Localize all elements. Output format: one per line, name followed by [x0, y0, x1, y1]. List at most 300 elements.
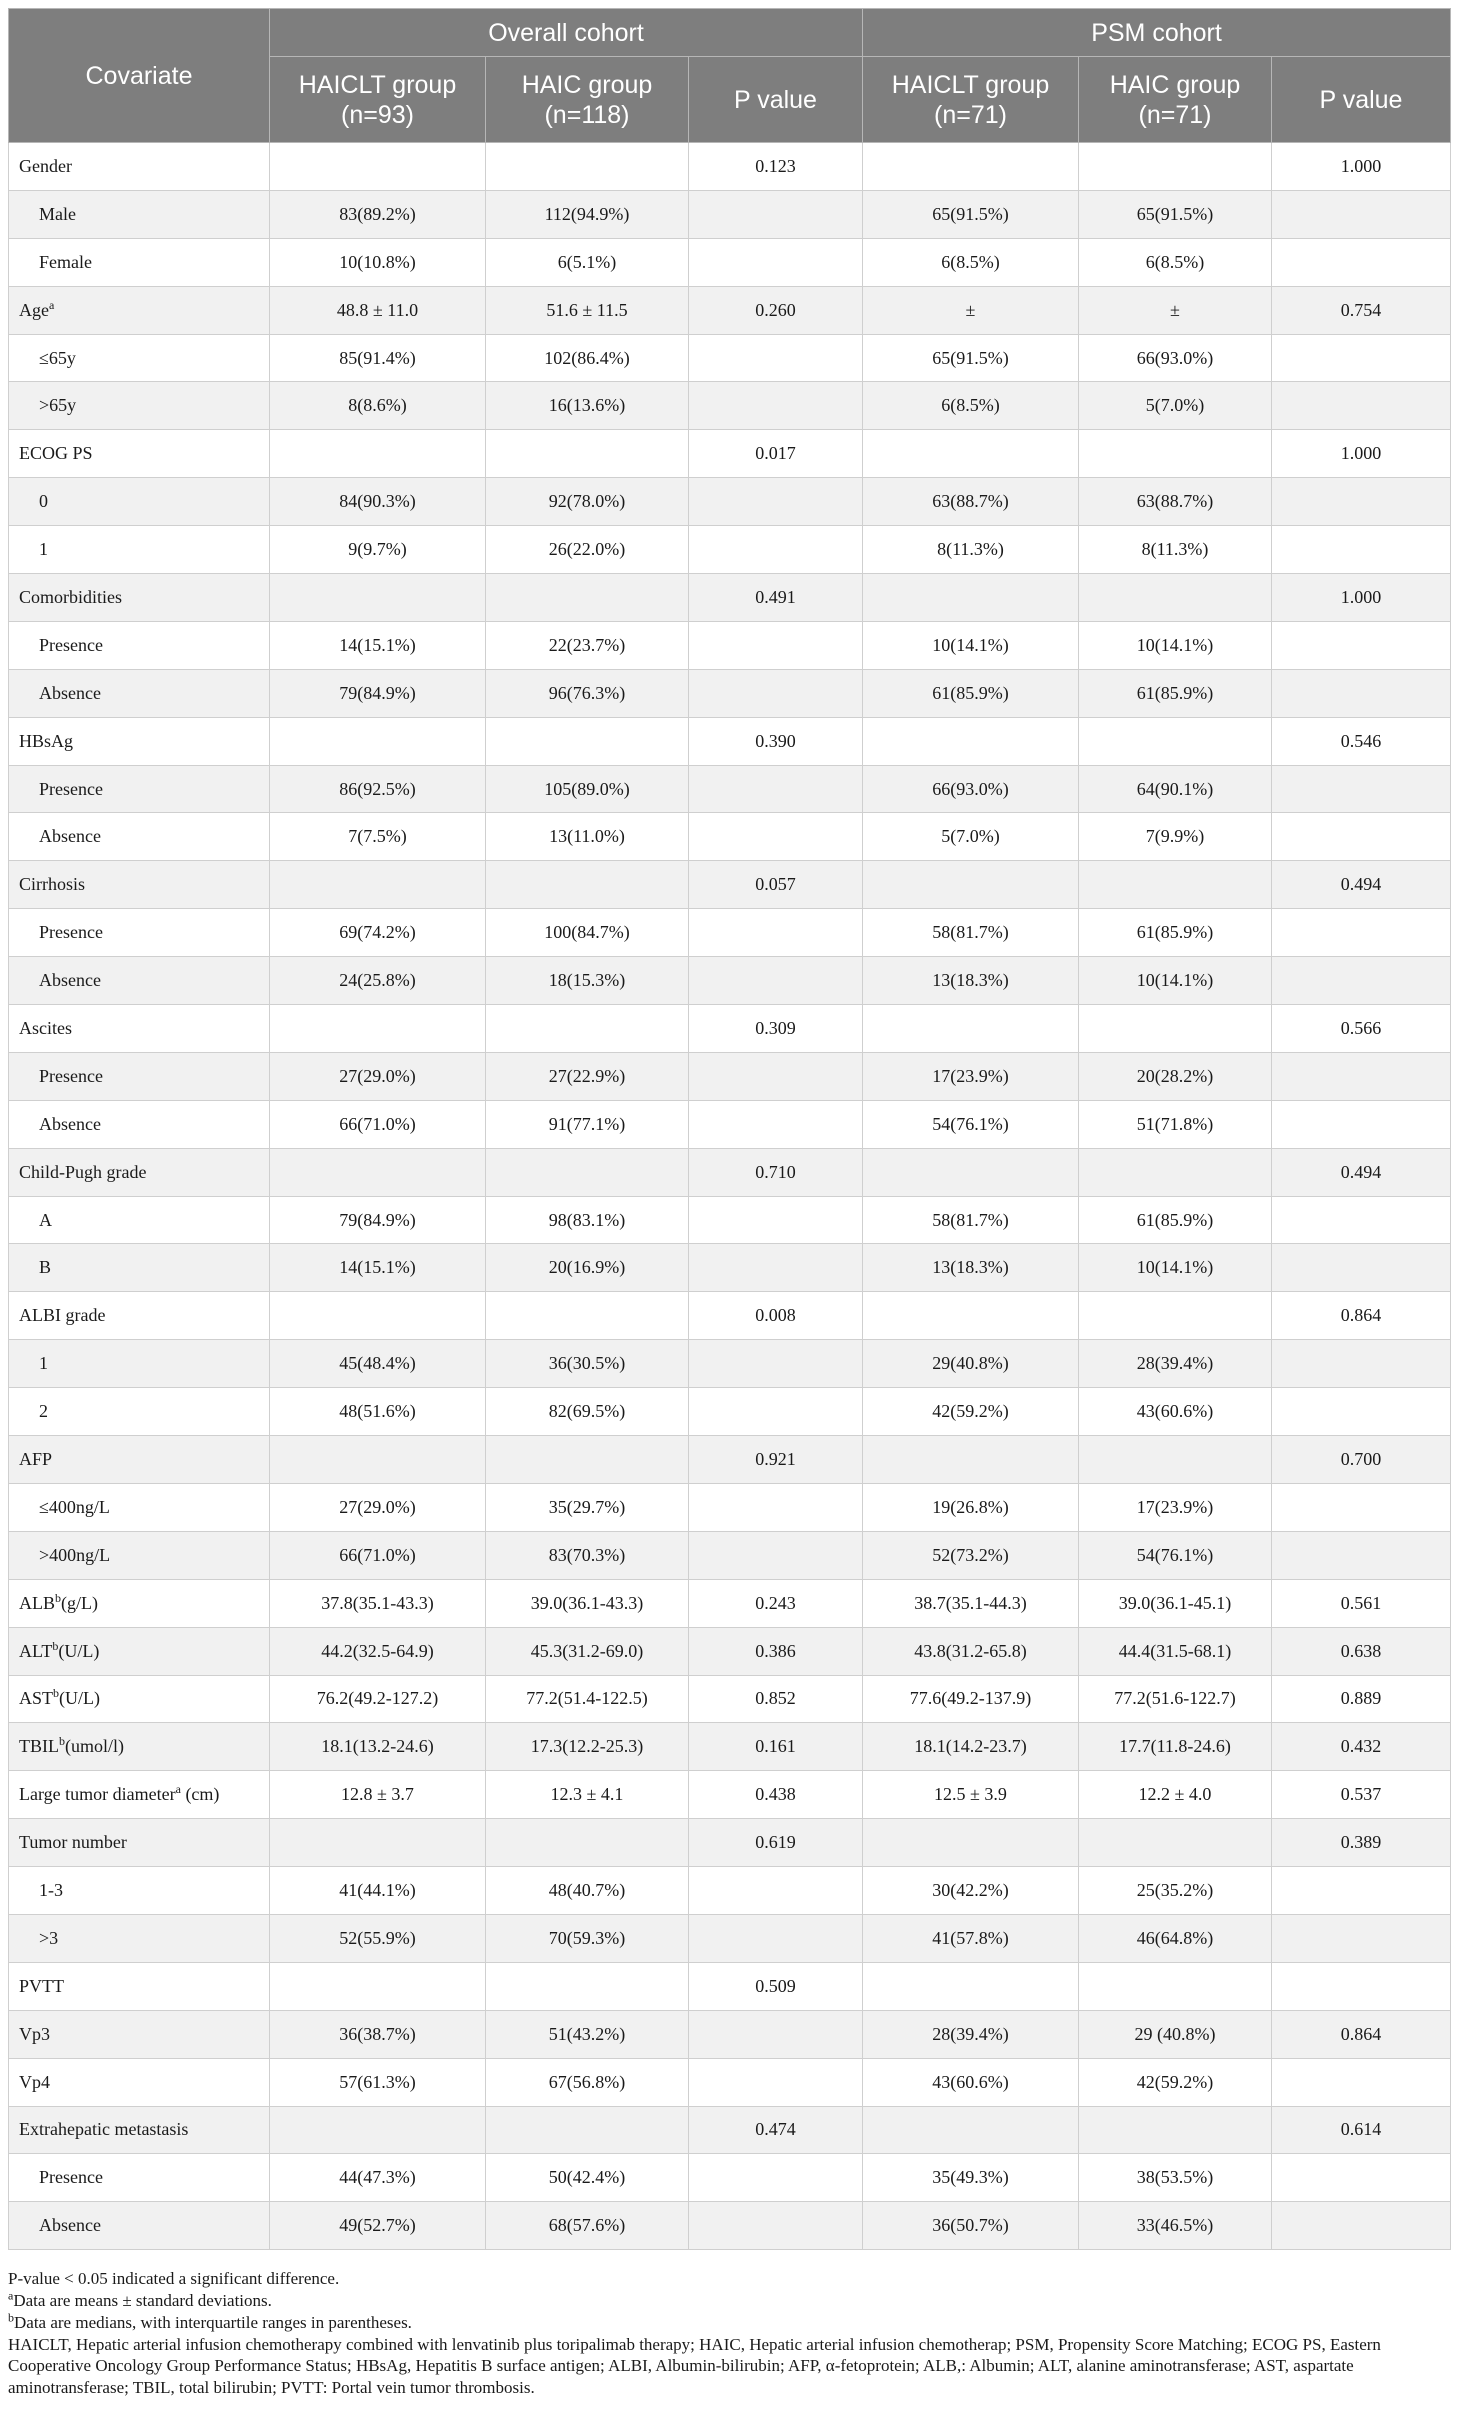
- table-cell: 48(40.7%): [486, 1867, 689, 1915]
- table-row: [9, 1483, 1451, 1531]
- table-cell: [863, 1292, 1079, 1340]
- table-cell: 48.8 ± 11.0: [270, 286, 486, 334]
- table-row: [9, 1196, 1451, 1244]
- table-cell: 84(90.3%): [270, 478, 486, 526]
- row-label-unit: (U/L): [58, 1640, 100, 1661]
- table-cell: [486, 1436, 689, 1484]
- table-cell: 66(71.0%): [270, 1531, 486, 1579]
- row-label: [9, 334, 270, 382]
- row-label-text: Cirrhosis: [19, 874, 86, 895]
- row-label-text: TBIL: [19, 1736, 59, 1757]
- footnote-b-mark: b: [8, 2310, 14, 2325]
- table-cell: 112(94.9%): [486, 190, 689, 238]
- table-cell: 58(81.7%): [863, 909, 1079, 957]
- row-label-text: >400ng/L: [39, 1544, 111, 1565]
- table-cell: [689, 813, 863, 861]
- table-cell: 39.0(36.1-45.1): [1079, 1579, 1272, 1627]
- table-cell: 10(10.8%): [270, 238, 486, 286]
- footnote-a-text: Data are means ± standard deviations.: [13, 2290, 272, 2310]
- header-col-4-line2: (n=71): [934, 100, 1007, 129]
- table-cell: 0.546: [1272, 717, 1451, 765]
- table-cell: [689, 2202, 863, 2250]
- table-cell: 57(61.3%): [270, 2058, 486, 2106]
- row-label-text: Ascites: [19, 1017, 72, 1038]
- row-label-text: 1: [39, 539, 48, 560]
- row-label-footnote-mark: a: [49, 297, 55, 312]
- table-row: [9, 2010, 1451, 2058]
- table-cell: [1272, 1340, 1451, 1388]
- row-label: [9, 1771, 270, 1819]
- table-cell: [689, 1340, 863, 1388]
- table-cell: 8(11.3%): [1079, 526, 1272, 574]
- header-col-2-line2: (n=118): [544, 100, 630, 129]
- row-label-footnote-mark: b: [55, 1590, 61, 1605]
- table-cell: [270, 717, 486, 765]
- header-col-3-line1: P value: [734, 85, 817, 114]
- table-cell: 12.3 ± 4.1: [486, 1771, 689, 1819]
- table-cell: [1272, 478, 1451, 526]
- table-cell: 1.000: [1272, 430, 1451, 478]
- table-cell: [689, 1196, 863, 1244]
- table-cell: 49(52.7%): [270, 2202, 486, 2250]
- table-cell: 61(85.9%): [1079, 909, 1272, 957]
- table-cell: [863, 861, 1079, 909]
- row-label-text: Comorbidities: [19, 586, 122, 607]
- row-label-text: Absence: [39, 826, 101, 847]
- table-cell: [863, 430, 1079, 478]
- table-row: [9, 2154, 1451, 2202]
- table-cell: [1272, 1867, 1451, 1915]
- table-row: [9, 1579, 1451, 1627]
- table-cell: 12.2 ± 4.0: [1079, 1771, 1272, 1819]
- table-cell: 61(85.9%): [1079, 1196, 1272, 1244]
- row-label: [9, 1436, 270, 1484]
- table-cell: 26(22.0%): [486, 526, 689, 574]
- table-row: [9, 430, 1451, 478]
- row-label-text: Presence: [39, 634, 103, 655]
- table-cell: [270, 2106, 486, 2154]
- table-cell: 44.2(32.5-64.9): [270, 1627, 486, 1675]
- row-label: [9, 143, 270, 191]
- table-cell: 65(91.5%): [863, 190, 1079, 238]
- table-cell: [689, 1388, 863, 1436]
- row-label-text: Absence: [39, 682, 101, 703]
- table-cell: 27(22.9%): [486, 1052, 689, 1100]
- table-cell: 10(14.1%): [1079, 621, 1272, 669]
- table-cell: [270, 143, 486, 191]
- row-label-footnote-mark: b: [53, 1686, 60, 1701]
- table-cell: [863, 1148, 1079, 1196]
- table-cell: [1079, 2106, 1272, 2154]
- table-cell: [863, 1819, 1079, 1867]
- table-cell: [863, 1005, 1079, 1053]
- table-cell: 12.5 ± 3.9: [863, 1771, 1079, 1819]
- table-row: [9, 382, 1451, 430]
- table-cell: 7(7.5%): [270, 813, 486, 861]
- table-cell: 6(5.1%): [486, 238, 689, 286]
- table-cell: [1272, 669, 1451, 717]
- row-label-unit: (g/L): [61, 1592, 98, 1613]
- table-cell: 52(55.9%): [270, 1914, 486, 1962]
- row-label: [9, 526, 270, 574]
- table-cell: [486, 430, 689, 478]
- row-label-text: 0: [39, 491, 48, 512]
- footnote-b-text: Data are medians, with interquartile ranges in parentheses.: [14, 2312, 412, 2332]
- table-cell: 35(49.3%): [863, 2154, 1079, 2202]
- table-cell: 6(8.5%): [1079, 238, 1272, 286]
- table-cell: [270, 861, 486, 909]
- row-label: [9, 1052, 270, 1100]
- row-label-text: Presence: [39, 922, 103, 943]
- table-cell: 98(83.1%): [486, 1196, 689, 1244]
- table-cell: 48(51.6%): [270, 1388, 486, 1436]
- table-cell: 0.614: [1272, 2106, 1451, 2154]
- row-label-text: HBsAg: [19, 730, 74, 751]
- row-label-text: Child-Pugh grade: [19, 1161, 147, 1182]
- table-cell: 0.537: [1272, 1771, 1451, 1819]
- table-cell: [689, 1244, 863, 1292]
- table-cell: 0.491: [689, 574, 863, 622]
- table-cell: 0.008: [689, 1292, 863, 1340]
- table-row: [9, 669, 1451, 717]
- table-cell: [863, 1436, 1079, 1484]
- table-cell: 13(18.3%): [863, 1244, 1079, 1292]
- table-cell: 28(39.4%): [863, 2010, 1079, 2058]
- table-cell: [486, 1962, 689, 2010]
- table-cell: 17(23.9%): [1079, 1483, 1272, 1531]
- header-col-3: [689, 57, 863, 143]
- table-row: [9, 1962, 1451, 2010]
- row-label-text: ≤65y: [39, 347, 76, 368]
- table-cell: ±: [1079, 286, 1272, 334]
- row-label-text: A: [39, 1209, 52, 1230]
- table-cell: 77.2(51.4-122.5): [486, 1675, 689, 1723]
- table-row: [9, 765, 1451, 813]
- row-label-text: 2: [39, 1401, 48, 1422]
- table-cell: 27(29.0%): [270, 1483, 486, 1531]
- table-cell: 0.260: [689, 286, 863, 334]
- row-label-text: Extrahepatic metastasis: [19, 2119, 189, 2140]
- table-cell: 0.864: [1272, 2010, 1451, 2058]
- table-cell: [1079, 1819, 1272, 1867]
- table-cell: [1272, 2058, 1451, 2106]
- table-cell: 1.000: [1272, 574, 1451, 622]
- table-cell: [1272, 765, 1451, 813]
- table-cell: [486, 1005, 689, 1053]
- footnote-b: [8, 2312, 1450, 2334]
- table-cell: [689, 526, 863, 574]
- table-cell: 0.619: [689, 1819, 863, 1867]
- table-cell: 0.057: [689, 861, 863, 909]
- table-row: [9, 1292, 1451, 1340]
- table-header: [9, 9, 1451, 143]
- table-cell: [1079, 574, 1272, 622]
- header-col-2-line1: HAIC group: [521, 70, 653, 99]
- table-cell: 17(23.9%): [863, 1052, 1079, 1100]
- header-covariate: Covariate: [9, 9, 270, 143]
- row-label: [9, 2202, 270, 2250]
- covariate-table: [8, 8, 1451, 2250]
- table-row: [9, 2106, 1451, 2154]
- table-cell: 0.474: [689, 2106, 863, 2154]
- table-cell: 18.1(13.2-24.6): [270, 1723, 486, 1771]
- footnotes: [8, 2268, 1450, 2399]
- header-col-1-line2: (n=93): [341, 100, 414, 129]
- table-cell: [486, 143, 689, 191]
- table-row: [9, 286, 1451, 334]
- table-cell: [1079, 1005, 1272, 1053]
- row-label-text: 1-3: [39, 1880, 63, 1900]
- table-cell: [1079, 1148, 1272, 1196]
- header-col-5: [1079, 57, 1272, 143]
- table-cell: 79(84.9%): [270, 1196, 486, 1244]
- row-label: [9, 1723, 270, 1771]
- table-cell: 33(46.5%): [1079, 2202, 1272, 2250]
- table-cell: 63(88.7%): [863, 478, 1079, 526]
- table-cell: 0.494: [1272, 861, 1451, 909]
- table-cell: [1272, 957, 1451, 1005]
- table-cell: 83(89.2%): [270, 190, 486, 238]
- table-row: [9, 238, 1451, 286]
- table-row: [9, 1723, 1451, 1771]
- table-cell: 0.390: [689, 717, 863, 765]
- row-label: [9, 478, 270, 526]
- row-label-text: Presence: [39, 778, 103, 799]
- header-col-1: [270, 57, 486, 143]
- row-label: [9, 1675, 270, 1723]
- row-label: [9, 957, 270, 1005]
- table-row: [9, 717, 1451, 765]
- row-label-unit: (umol/l): [65, 1736, 124, 1757]
- table-cell: 0.638: [1272, 1627, 1451, 1675]
- table-row: [9, 143, 1451, 191]
- table-cell: 0.864: [1272, 1292, 1451, 1340]
- table-cell: 0.386: [689, 1627, 863, 1675]
- table-cell: 8(8.6%): [270, 382, 486, 430]
- row-label: [9, 1244, 270, 1292]
- table-cell: 20(16.9%): [486, 1244, 689, 1292]
- table-cell: 61(85.9%): [1079, 669, 1272, 717]
- table-cell: 6(8.5%): [863, 238, 1079, 286]
- table-cell: [486, 574, 689, 622]
- row-label: [9, 813, 270, 861]
- table-cell: [1272, 1914, 1451, 1962]
- table-cell: 77.2(51.6-122.7): [1079, 1675, 1272, 1723]
- table-cell: 61(85.9%): [863, 669, 1079, 717]
- table-cell: [486, 1148, 689, 1196]
- table-cell: 7(9.9%): [1079, 813, 1272, 861]
- table-cell: 66(71.0%): [270, 1100, 486, 1148]
- table-cell: 16(13.6%): [486, 382, 689, 430]
- row-label: [9, 1292, 270, 1340]
- table-cell: [1079, 1962, 1272, 2010]
- table-cell: 0.754: [1272, 286, 1451, 334]
- table-row: [9, 2202, 1451, 2250]
- table-cell: 92(78.0%): [486, 478, 689, 526]
- table-cell: 85(91.4%): [270, 334, 486, 382]
- table-cell: 0.389: [1272, 1819, 1451, 1867]
- table-cell: 45(48.4%): [270, 1340, 486, 1388]
- table-cell: [863, 2106, 1079, 2154]
- row-label: [9, 2154, 270, 2202]
- table-cell: [270, 1005, 486, 1053]
- table-cell: [689, 2058, 863, 2106]
- row-label-text: Vp4: [19, 2071, 50, 2092]
- table-cell: 41(44.1%): [270, 1867, 486, 1915]
- table-row: [9, 478, 1451, 526]
- table-cell: [689, 1100, 863, 1148]
- table-cell: [689, 478, 863, 526]
- row-label-text: Vp3: [19, 2023, 50, 2044]
- table-cell: [689, 1531, 863, 1579]
- table-cell: [1272, 1962, 1451, 2010]
- table-cell: [1079, 430, 1272, 478]
- table-cell: 9(9.7%): [270, 526, 486, 574]
- header-col-6: [1272, 57, 1451, 143]
- table-cell: [1079, 143, 1272, 191]
- header-psm-cohort: PSM cohort: [863, 9, 1451, 57]
- table-cell: [1272, 334, 1451, 382]
- table-cell: [1272, 1196, 1451, 1244]
- table-cell: [270, 1436, 486, 1484]
- footnote-a-mark: a: [8, 2288, 14, 2303]
- row-label: [9, 190, 270, 238]
- row-label-unit: (cm): [180, 1784, 220, 1805]
- table-cell: [1272, 382, 1451, 430]
- row-label: [9, 1867, 270, 1915]
- table-cell: 44(47.3%): [270, 2154, 486, 2202]
- table-cell: [1272, 1100, 1451, 1148]
- row-label: [9, 1388, 270, 1436]
- table-cell: 51(43.2%): [486, 2010, 689, 2058]
- table-cell: 0.494: [1272, 1148, 1451, 1196]
- table-row: [9, 334, 1451, 382]
- table-cell: [1079, 861, 1272, 909]
- table-cell: [486, 2106, 689, 2154]
- table-cell: 5(7.0%): [863, 813, 1079, 861]
- header-col-4: [863, 57, 1079, 143]
- table-cell: 86(92.5%): [270, 765, 486, 813]
- table-cell: 65(91.5%): [1079, 190, 1272, 238]
- table-cell: 0.309: [689, 1005, 863, 1053]
- table-cell: [689, 2010, 863, 2058]
- table-cell: [1272, 1388, 1451, 1436]
- table-row: [9, 190, 1451, 238]
- table-cell: [1272, 1052, 1451, 1100]
- table-cell: [863, 574, 1079, 622]
- table-cell: 13(18.3%): [863, 957, 1079, 1005]
- table-cell: 19(26.8%): [863, 1483, 1079, 1531]
- row-label: [9, 1819, 270, 1867]
- table-cell: [270, 1148, 486, 1196]
- table-cell: 0.243: [689, 1579, 863, 1627]
- table-cell: 43(60.6%): [863, 2058, 1079, 2106]
- table-cell: 1.000: [1272, 143, 1451, 191]
- table-row: [9, 1244, 1451, 1292]
- table-cell: [863, 717, 1079, 765]
- row-label: [9, 861, 270, 909]
- table-cell: 100(84.7%): [486, 909, 689, 957]
- table-row: [9, 909, 1451, 957]
- table-cell: 20(28.2%): [1079, 1052, 1272, 1100]
- table-cell: [689, 1052, 863, 1100]
- row-label: [9, 1531, 270, 1579]
- table-row: [9, 861, 1451, 909]
- table-cell: [1272, 813, 1451, 861]
- table-cell: 14(15.1%): [270, 621, 486, 669]
- table-cell: 36(50.7%): [863, 2202, 1079, 2250]
- footnote-abbreviations: HAICLT, Hepatic arterial infusion chemotherapy combined with lenvatinib plus toripalimab therapy; HAIC, Hepatic arterial infusion chemotherap; PSM, Propensity Score Matching; ECOG PS, Eastern Cooperative Oncology Group Performance Status; HBsAg, Hepatitis B surface antigen; ALBI, Albumin-bilirubin; AFP, α-fetoprotein; ALB,: Albumin; ALT, alanine aminotransferase; AST, aspartate aminotransferase; TBIL, total bilirubin; PVTT: Portal vein tumor thrombosis.: [8, 2334, 1381, 2398]
- table-cell: 18(15.3%): [486, 957, 689, 1005]
- table-container: [8, 8, 1450, 2399]
- table-cell: 12.8 ± 3.7: [270, 1771, 486, 1819]
- row-label-text: 1: [39, 1353, 48, 1374]
- row-label: [9, 1340, 270, 1388]
- table-cell: 66(93.0%): [1079, 334, 1272, 382]
- row-label-text: ≤400ng/L: [39, 1496, 110, 1517]
- table-row: [9, 1867, 1451, 1915]
- header-col-2: [486, 57, 689, 143]
- table-cell: 0.700: [1272, 1436, 1451, 1484]
- table-cell: 43.8(31.2-65.8): [863, 1627, 1079, 1675]
- table-cell: [863, 143, 1079, 191]
- table-cell: [1272, 238, 1451, 286]
- table-row: [9, 1340, 1451, 1388]
- row-label-text: ALT: [19, 1640, 53, 1661]
- table-cell: 67(56.8%): [486, 2058, 689, 2106]
- row-label: [9, 1962, 270, 2010]
- table-cell: [1272, 1244, 1451, 1292]
- row-label-text: ECOG PS: [19, 443, 93, 464]
- table-cell: [1272, 526, 1451, 574]
- table-row: [9, 1052, 1451, 1100]
- row-label: [9, 2106, 270, 2154]
- table-row: [9, 574, 1451, 622]
- table-cell: 36(38.7%): [270, 2010, 486, 2058]
- table-cell: 45.3(31.2-69.0): [486, 1627, 689, 1675]
- row-label: [9, 669, 270, 717]
- table-cell: 96(76.3%): [486, 669, 689, 717]
- table-cell: [486, 1819, 689, 1867]
- table-row: [9, 813, 1451, 861]
- table-cell: [270, 574, 486, 622]
- table-cell: [689, 621, 863, 669]
- table-cell: 42(59.2%): [1079, 2058, 1272, 2106]
- table-cell: [270, 430, 486, 478]
- table-cell: [1272, 190, 1451, 238]
- table-cell: 70(59.3%): [486, 1914, 689, 1962]
- table-cell: 0.438: [689, 1771, 863, 1819]
- table-row: [9, 1771, 1451, 1819]
- row-label: [9, 765, 270, 813]
- table-cell: 10(14.1%): [863, 621, 1079, 669]
- row-label: [9, 2010, 270, 2058]
- table-cell: 0.509: [689, 1962, 863, 2010]
- table-cell: 41(57.8%): [863, 1914, 1079, 1962]
- table-cell: 63(88.7%): [1079, 478, 1272, 526]
- row-label-text: Age: [19, 299, 49, 320]
- table-row: [9, 526, 1451, 574]
- table-cell: 66(93.0%): [863, 765, 1079, 813]
- header-col-5-line2: (n=71): [1138, 100, 1212, 129]
- row-label-text: Female: [39, 251, 92, 272]
- table-row: [9, 2058, 1451, 2106]
- row-label-text: AFP: [19, 1448, 53, 1469]
- table-row: [9, 621, 1451, 669]
- table-cell: [1272, 1483, 1451, 1531]
- table-cell: [486, 861, 689, 909]
- table-cell: [1079, 717, 1272, 765]
